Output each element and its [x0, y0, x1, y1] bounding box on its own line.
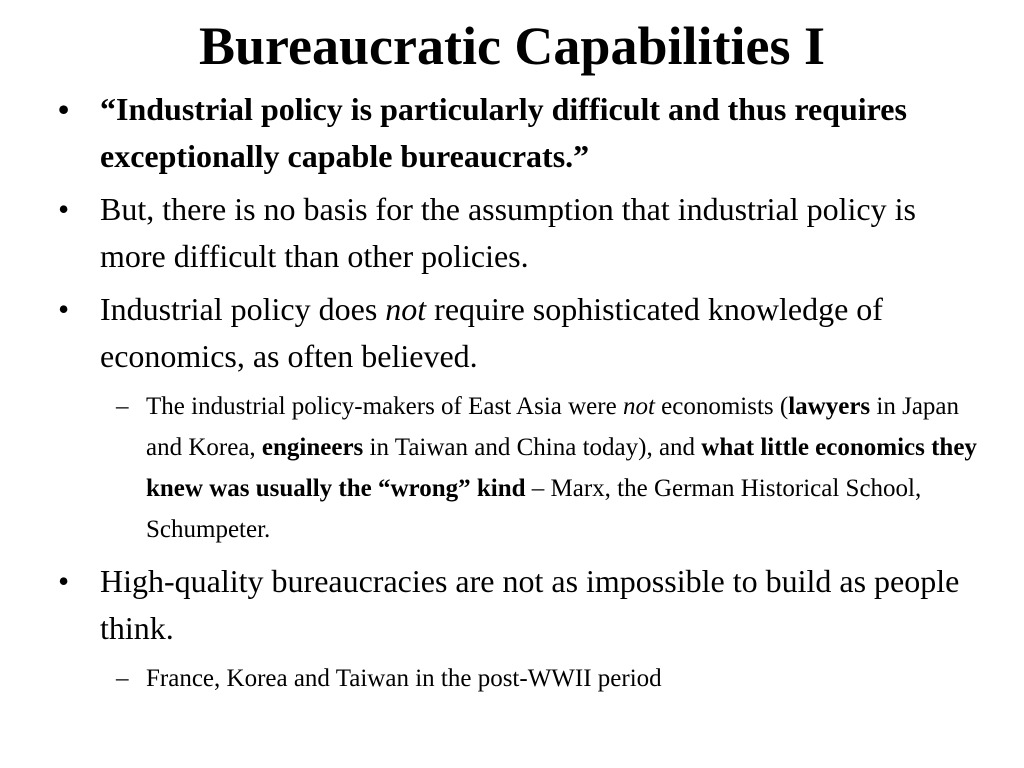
- bullet-item-4: [58, 558, 978, 652]
- bullet-text-emphasis: not: [385, 291, 427, 327]
- bullet-text: High-quality bureaucracies are not as impossible to build as people think.: [100, 563, 960, 646]
- sub-text-emphasis: not: [622, 393, 655, 420]
- bullet-marker: •: [58, 191, 70, 227]
- sub-bullet-item-1: [58, 386, 978, 550]
- sub-text: in Taiwan and China today), and: [363, 434, 702, 461]
- bullet-text-pre: Industrial policy does: [100, 291, 386, 327]
- bullet-text: “Industrial policy is particularly difficult and thus requires exceptionally capable bureaucrats.”: [100, 91, 907, 174]
- bullet-item-3: [58, 286, 978, 380]
- bullet-marker: •: [58, 563, 70, 599]
- sub-text: – Marx, the German Historical School, Schumpeter.: [146, 475, 922, 543]
- sub-text: economists (: [654, 393, 789, 420]
- bullet-text-post: require sophisticated knowledge of economics, as often believed.: [100, 291, 883, 374]
- bullet-item-2: [58, 186, 978, 280]
- sub-bullet-item-2: [58, 658, 978, 699]
- sub-text: in Japan and Korea,: [146, 393, 960, 461]
- sub-bullet-marker: –: [116, 393, 129, 420]
- slide-body: [58, 86, 978, 707]
- sub-text: France, Korea and Taiwan in the post-WWII period: [146, 665, 662, 692]
- sub-text-bold-lawyers: lawyers: [788, 393, 871, 420]
- bullet-marker: •: [58, 291, 70, 327]
- bullet-text: But, there is no basis for the assumption that industrial policy is more difficult than other policies.: [100, 191, 916, 274]
- bullet-marker: •: [58, 91, 70, 127]
- sub-bullet-marker: –: [116, 665, 129, 692]
- slide-title: Bureaucratic Capabilities I: [199, 16, 825, 76]
- sub-text: The industrial policy-makers of East Asia were: [146, 393, 623, 420]
- sub-text-bold-engineers: engineers: [261, 434, 364, 461]
- sub-text-bold-economics: what little economics they knew was usually the “wrong” kind: [146, 434, 977, 502]
- bullet-item-1: [58, 86, 978, 180]
